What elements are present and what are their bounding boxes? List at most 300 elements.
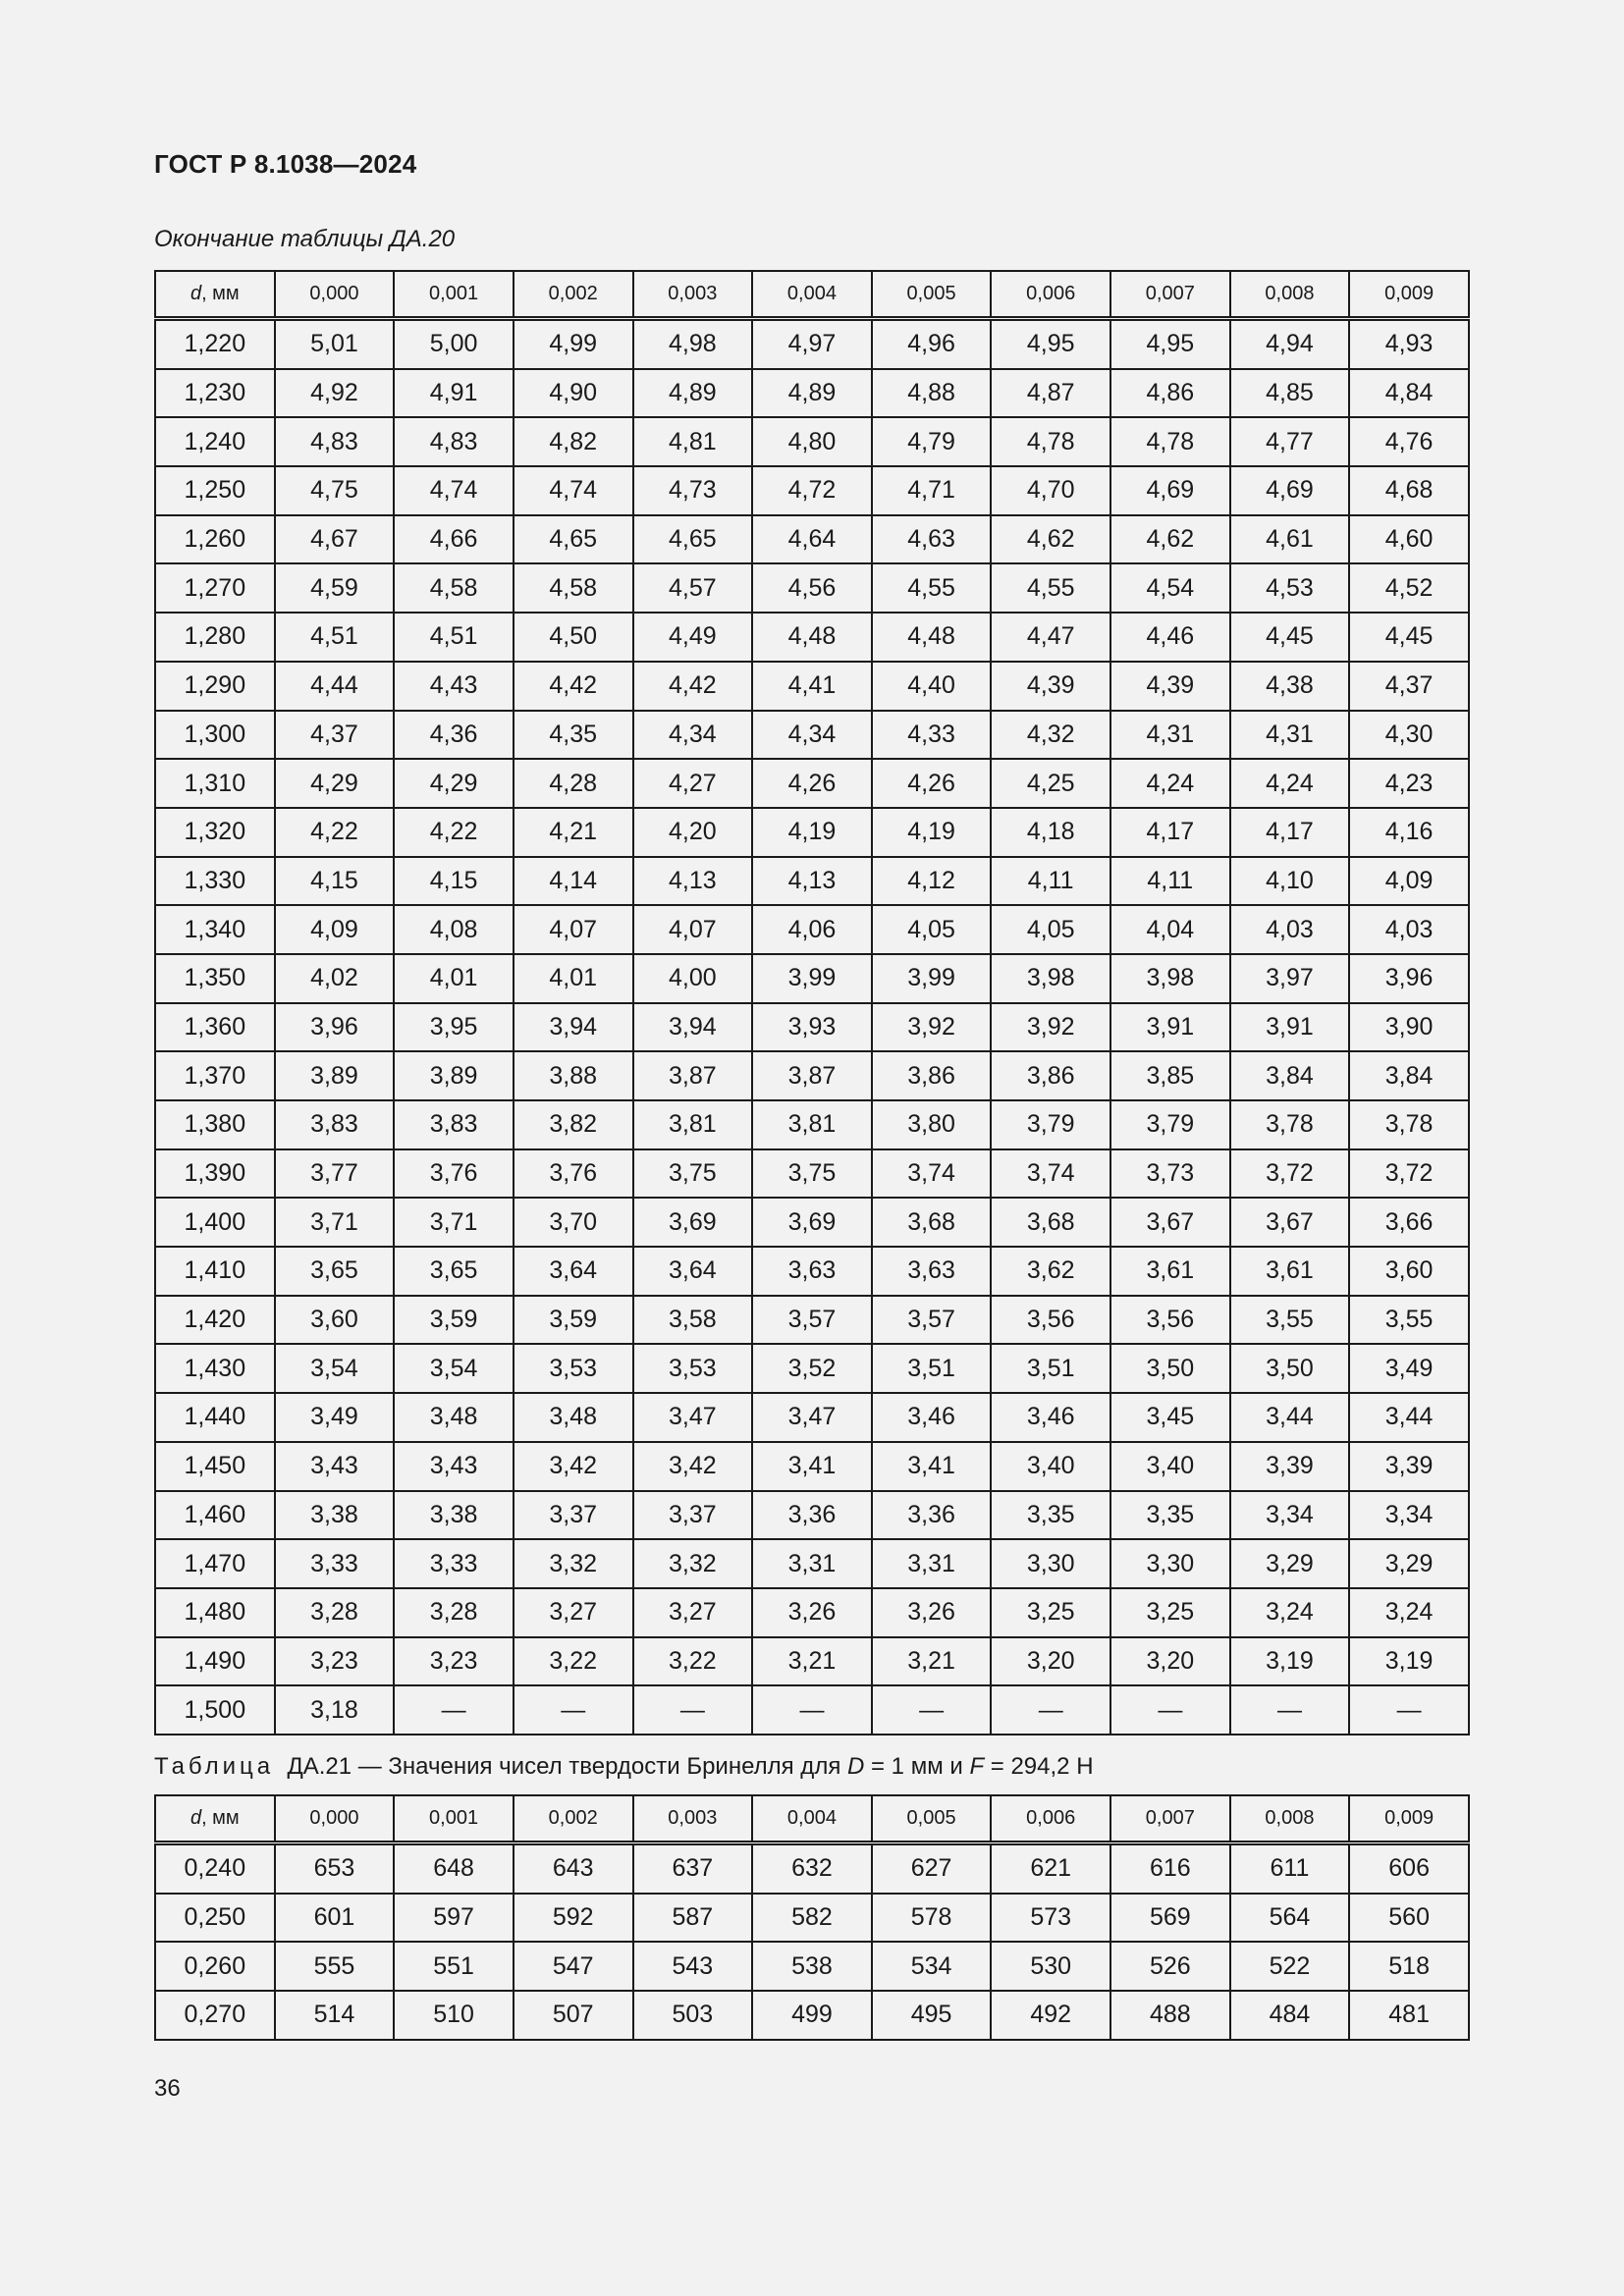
- table-cell: 4,62: [991, 515, 1110, 564]
- table-cell: 3,31: [752, 1539, 872, 1588]
- table-cell: 3,49: [275, 1393, 395, 1442]
- column-header: 0,006: [991, 1795, 1110, 1843]
- table-cell: —: [514, 1685, 633, 1735]
- table-row: [155, 1198, 1469, 1247]
- table-cell: 551: [394, 1942, 514, 1991]
- table-cell: 3,51: [872, 1344, 992, 1393]
- table-cell: 534: [872, 1942, 992, 1991]
- table-row: [155, 1843, 1469, 1894]
- table-cell: —: [752, 1685, 872, 1735]
- table-cell: 4,85: [1230, 369, 1350, 418]
- table-cell: 4,78: [991, 417, 1110, 466]
- table-cell: 3,61: [1230, 1247, 1350, 1296]
- table-cell: 4,41: [752, 662, 872, 711]
- table-cell: 4,21: [514, 808, 633, 857]
- row-header-d: 1,370: [155, 1051, 275, 1100]
- table-cell: 3,75: [752, 1149, 872, 1199]
- document-id: ГОСТ Р 8.1038—2024: [154, 149, 417, 179]
- table-cell: 547: [514, 1942, 633, 1991]
- table-cell: 510: [394, 1991, 514, 2040]
- row-header-d: 0,240: [155, 1843, 275, 1894]
- table-cell: 3,27: [633, 1588, 753, 1637]
- table-cell: 3,83: [275, 1100, 395, 1149]
- table-cell: 4,77: [1230, 417, 1350, 466]
- table-cell: 4,74: [514, 466, 633, 515]
- column-header-variable: d: [189, 283, 202, 304]
- table-cell: 4,09: [1349, 857, 1469, 906]
- table-cell: 3,57: [872, 1296, 992, 1345]
- table-cell: 3,48: [514, 1393, 633, 1442]
- table-cell: 3,56: [1110, 1296, 1230, 1345]
- table-cell: 587: [633, 1894, 753, 1943]
- table-cell: 3,57: [752, 1296, 872, 1345]
- table-cell: 4,58: [514, 563, 633, 613]
- column-header: 0,001: [394, 1795, 514, 1843]
- table-row: [155, 905, 1469, 954]
- var-d: D: [846, 1753, 865, 1780]
- table-cell: 4,78: [1110, 417, 1230, 466]
- table-cell: 3,41: [872, 1442, 992, 1491]
- table-row: [155, 1003, 1469, 1052]
- table-cell: 606: [1349, 1843, 1469, 1894]
- table-cell: 3,55: [1230, 1296, 1350, 1345]
- table-cell: 4,37: [1349, 662, 1469, 711]
- table-cell: 4,45: [1230, 613, 1350, 662]
- table-cell: 4,37: [275, 711, 395, 760]
- table-cell: 3,68: [991, 1198, 1110, 1247]
- table-cell: 4,50: [514, 613, 633, 662]
- table-cell: 4,13: [633, 857, 753, 906]
- table-cell: 4,34: [633, 711, 753, 760]
- table-cell: 4,11: [1110, 857, 1230, 906]
- table-cell: 3,45: [1110, 1393, 1230, 1442]
- table-cell: 611: [1230, 1843, 1350, 1894]
- column-header: 0,008: [1230, 271, 1350, 319]
- column-header: 0,004: [752, 1795, 872, 1843]
- table-cell: 4,46: [1110, 613, 1230, 662]
- table-cell: 4,12: [872, 857, 992, 906]
- column-header: 0,001: [394, 271, 514, 319]
- table-body: [155, 1843, 1469, 2040]
- table-cell: 538: [752, 1942, 872, 1991]
- row-header-d: 1,330: [155, 857, 275, 906]
- table-cell: 3,35: [991, 1491, 1110, 1540]
- table-cell: 3,88: [514, 1051, 633, 1100]
- table-cell: 3,96: [1349, 954, 1469, 1003]
- table-cell: 4,94: [1230, 319, 1350, 369]
- row-header-d: 1,270: [155, 563, 275, 613]
- table-cell: 4,20: [633, 808, 753, 857]
- table-cell: 503: [633, 1991, 753, 2040]
- table-cell: 4,03: [1230, 905, 1350, 954]
- table-cell: 3,30: [1110, 1539, 1230, 1588]
- table-cell: 4,11: [991, 857, 1110, 906]
- table-row: [155, 711, 1469, 760]
- table-cell: 3,79: [1110, 1100, 1230, 1149]
- table-cell: 632: [752, 1843, 872, 1894]
- table-cell: 3,54: [275, 1344, 395, 1393]
- table-cell: 488: [1110, 1991, 1230, 2040]
- table-row: [155, 563, 1469, 613]
- table-cell: 4,73: [633, 466, 753, 515]
- table-cell: 3,78: [1349, 1100, 1469, 1149]
- table-cell: 3,92: [991, 1003, 1110, 1052]
- table-cell: 560: [1349, 1894, 1469, 1943]
- table-cell: 4,52: [1349, 563, 1469, 613]
- table-row: [155, 1296, 1469, 1345]
- table-cell: 3,99: [872, 954, 992, 1003]
- table-cell: 4,51: [275, 613, 395, 662]
- table-cell: 4,57: [633, 563, 753, 613]
- table-cell: 3,80: [872, 1100, 992, 1149]
- column-header: 0,004: [752, 271, 872, 319]
- table-cell: 4,36: [394, 711, 514, 760]
- table-cell: 3,63: [872, 1247, 992, 1296]
- table-cell: 3,71: [275, 1198, 395, 1247]
- table-row: [155, 1991, 1469, 2040]
- column-header: 0,009: [1349, 271, 1469, 319]
- table-cell: 3,39: [1230, 1442, 1350, 1491]
- row-header-d: 1,490: [155, 1637, 275, 1686]
- table-row: [155, 857, 1469, 906]
- hardness-table-da21: [154, 1794, 1470, 2041]
- table-cell: 3,37: [514, 1491, 633, 1540]
- row-header-d: 1,320: [155, 808, 275, 857]
- column-header: 0,003: [633, 1795, 753, 1843]
- table-cell: 4,26: [872, 759, 992, 808]
- row-header-d: 1,410: [155, 1247, 275, 1296]
- table-cell: 4,56: [752, 563, 872, 613]
- table-cell: 4,19: [752, 808, 872, 857]
- table-cell: 4,66: [394, 515, 514, 564]
- table-cell: 4,17: [1110, 808, 1230, 857]
- table-cell: 3,50: [1110, 1344, 1230, 1393]
- table-cell: 4,81: [633, 417, 753, 466]
- table-cell: 3,39: [1349, 1442, 1469, 1491]
- table-cell: 495: [872, 1991, 992, 2040]
- table-row: [155, 1637, 1469, 1686]
- table-cell: 4,51: [394, 613, 514, 662]
- table-cell: 637: [633, 1843, 753, 1894]
- table-cell: 3,23: [394, 1637, 514, 1686]
- table-cell: 3,55: [1349, 1296, 1469, 1345]
- table-cell: 578: [872, 1894, 992, 1943]
- table-cell: 3,40: [1110, 1442, 1230, 1491]
- table-cell: 3,42: [633, 1442, 753, 1491]
- table-cell: 518: [1349, 1942, 1469, 1991]
- table-cell: 3,47: [633, 1393, 753, 1442]
- table-cell: 4,60: [1349, 515, 1469, 564]
- table-cell: 3,53: [514, 1344, 633, 1393]
- table-cell: 3,74: [872, 1149, 992, 1199]
- table-cell: 4,00: [633, 954, 753, 1003]
- table-body: [155, 319, 1469, 1735]
- table-cell: 3,81: [633, 1100, 753, 1149]
- table-cell: 4,16: [1349, 808, 1469, 857]
- table-cell: 4,54: [1110, 563, 1230, 613]
- table-cell: 3,78: [1230, 1100, 1350, 1149]
- column-header: 0,000: [275, 1795, 395, 1843]
- table-cell: 3,33: [394, 1539, 514, 1588]
- row-header-d: 1,340: [155, 905, 275, 954]
- table-cell: 4,71: [872, 466, 992, 515]
- var-f: F: [969, 1753, 985, 1780]
- table-cell: 3,54: [394, 1344, 514, 1393]
- table-cell: 3,22: [514, 1637, 633, 1686]
- table-row: [155, 1393, 1469, 1442]
- row-header-d: 1,250: [155, 466, 275, 515]
- table-cell: 514: [275, 1991, 395, 2040]
- table-cell: 4,83: [394, 417, 514, 466]
- table-cell: 4,91: [394, 369, 514, 418]
- table-continuation-caption: Окончание таблицы ДА.20: [154, 226, 456, 252]
- table-cell: 4,48: [752, 613, 872, 662]
- table-cell: 653: [275, 1843, 395, 1894]
- column-header: 0,009: [1349, 1795, 1469, 1843]
- table-cell: 4,30: [1349, 711, 1469, 760]
- table-cell: 3,50: [1230, 1344, 1350, 1393]
- table-row: [155, 417, 1469, 466]
- table-cell: 3,82: [514, 1100, 633, 1149]
- table-cell: 4,17: [1230, 808, 1350, 857]
- table-cell: 530: [991, 1942, 1110, 1991]
- row-header-d: 1,470: [155, 1539, 275, 1588]
- table-cell: 3,63: [752, 1247, 872, 1296]
- table-cell: 3,26: [872, 1588, 992, 1637]
- row-header-d: 1,440: [155, 1393, 275, 1442]
- column-header: 0,005: [872, 1795, 992, 1843]
- table-cell: 4,92: [275, 369, 395, 418]
- table-cell: 4,39: [991, 662, 1110, 711]
- table-row: [155, 1894, 1469, 1943]
- table-cell: 3,37: [633, 1491, 753, 1540]
- table-cell: 4,74: [394, 466, 514, 515]
- table-cell: 4,72: [752, 466, 872, 515]
- table-cell: 484: [1230, 1991, 1350, 2040]
- table-cell: 3,28: [275, 1588, 395, 1637]
- table-header: [155, 1795, 1469, 1843]
- table-cell: 4,24: [1110, 759, 1230, 808]
- table-title-mid: = 1 мм и: [864, 1753, 970, 1780]
- table-cell: 4,43: [394, 662, 514, 711]
- table-cell: 3,44: [1230, 1393, 1350, 1442]
- table-cell: 4,24: [1230, 759, 1350, 808]
- table-cell: 522: [1230, 1942, 1350, 1991]
- column-header: 0,007: [1110, 1795, 1230, 1843]
- row-header-d: 0,270: [155, 1991, 275, 2040]
- table-cell: 3,36: [872, 1491, 992, 1540]
- table-cell: 3,21: [752, 1637, 872, 1686]
- row-header-d: 1,380: [155, 1100, 275, 1149]
- table-cell: 3,32: [633, 1539, 753, 1588]
- table-cell: 4,18: [991, 808, 1110, 857]
- table-cell: 4,70: [991, 466, 1110, 515]
- table-cell: 3,65: [275, 1247, 395, 1296]
- table-header: [155, 271, 1469, 319]
- table-row: [155, 369, 1469, 418]
- row-header-d: 1,360: [155, 1003, 275, 1052]
- table-cell: 4,53: [1230, 563, 1350, 613]
- table-cell: 3,59: [514, 1296, 633, 1345]
- table-cell: 3,52: [752, 1344, 872, 1393]
- table-cell: 3,24: [1349, 1588, 1469, 1637]
- table-cell: 4,29: [275, 759, 395, 808]
- row-header-d: 1,310: [155, 759, 275, 808]
- table-cell: 4,31: [1230, 711, 1350, 760]
- table-cell: 3,20: [991, 1637, 1110, 1686]
- table-cell: 4,63: [872, 515, 992, 564]
- table-cell: 3,70: [514, 1198, 633, 1247]
- table-cell: 4,19: [872, 808, 992, 857]
- table-cell: 582: [752, 1894, 872, 1943]
- table-cell: 4,67: [275, 515, 395, 564]
- column-header: 0,002: [514, 271, 633, 319]
- table-cell: 4,31: [1110, 711, 1230, 760]
- table-cell: 3,31: [872, 1539, 992, 1588]
- table-cell: 4,22: [394, 808, 514, 857]
- table-cell: 569: [1110, 1894, 1230, 1943]
- row-header-d: 0,260: [155, 1942, 275, 1991]
- table-cell: 3,81: [752, 1100, 872, 1149]
- page-number: 36: [154, 2075, 181, 2102]
- table-cell: 3,19: [1230, 1637, 1350, 1686]
- table-cell: 3,69: [633, 1198, 753, 1247]
- table-cell: 3,76: [394, 1149, 514, 1199]
- table-cell: 616: [1110, 1843, 1230, 1894]
- table-row: [155, 662, 1469, 711]
- row-header-d: 0,250: [155, 1894, 275, 1943]
- table-cell: 3,94: [514, 1003, 633, 1052]
- header-row: [155, 1795, 1469, 1843]
- table-cell: 3,66: [1349, 1198, 1469, 1247]
- table-cell: 3,61: [1110, 1247, 1230, 1296]
- table-cell: 4,84: [1349, 369, 1469, 418]
- table-cell: 481: [1349, 1991, 1469, 2040]
- table-cell: 3,46: [872, 1393, 992, 1442]
- table-cell: 4,01: [394, 954, 514, 1003]
- table-cell: —: [394, 1685, 514, 1735]
- table-cell: 3,71: [394, 1198, 514, 1247]
- table-row: [155, 466, 1469, 515]
- table-cell: 3,84: [1349, 1051, 1469, 1100]
- table-cell: 4,05: [872, 905, 992, 954]
- table-cell: 3,53: [633, 1344, 753, 1393]
- table-row: [155, 954, 1469, 1003]
- table-cell: 3,64: [514, 1247, 633, 1296]
- table-title: [154, 1753, 1094, 1781]
- table-cell: —: [1110, 1685, 1230, 1735]
- table-cell: 573: [991, 1894, 1110, 1943]
- table-cell: 4,14: [514, 857, 633, 906]
- table-cell: 3,36: [752, 1491, 872, 1540]
- column-header-unit: , мм: [201, 1807, 240, 1829]
- table-cell: 4,22: [275, 808, 395, 857]
- table-cell: 3,34: [1349, 1491, 1469, 1540]
- table-cell: 526: [1110, 1942, 1230, 1991]
- row-header-d: 1,450: [155, 1442, 275, 1491]
- table-cell: 4,07: [633, 905, 753, 954]
- table-cell: 3,75: [633, 1149, 753, 1199]
- table-cell: 3,73: [1110, 1149, 1230, 1199]
- table-label: Таблица: [154, 1753, 275, 1780]
- table-cell: 3,58: [633, 1296, 753, 1345]
- table-cell: 4,34: [752, 711, 872, 760]
- table-cell: 3,91: [1230, 1003, 1350, 1052]
- table-row: [155, 515, 1469, 564]
- table-cell: 4,33: [872, 711, 992, 760]
- table-cell: 4,64: [752, 515, 872, 564]
- table-cell: 597: [394, 1894, 514, 1943]
- table-cell: 492: [991, 1991, 1110, 2040]
- table-cell: 643: [514, 1843, 633, 1894]
- table-cell: 3,92: [872, 1003, 992, 1052]
- table-cell: 507: [514, 1991, 633, 2040]
- table-cell: 3,43: [394, 1442, 514, 1491]
- table-cell: 4,15: [275, 857, 395, 906]
- table-cell: 5,00: [394, 319, 514, 369]
- row-header-d: 1,290: [155, 662, 275, 711]
- table-cell: 3,65: [394, 1247, 514, 1296]
- table-cell: 3,67: [1230, 1198, 1350, 1247]
- table-cell: 3,29: [1230, 1539, 1350, 1588]
- table-cell: 3,99: [752, 954, 872, 1003]
- table-cell: 4,95: [991, 319, 1110, 369]
- row-header-d: 1,480: [155, 1588, 275, 1637]
- column-header-variable: d: [189, 1807, 202, 1829]
- table-cell: 3,33: [275, 1539, 395, 1588]
- row-header-d: 1,400: [155, 1198, 275, 1247]
- table-cell: 4,06: [752, 905, 872, 954]
- table-cell: 3,83: [394, 1100, 514, 1149]
- table-cell: 3,74: [991, 1149, 1110, 1199]
- table-row: [155, 319, 1469, 369]
- table-title-end: = 294,2 Н: [984, 1753, 1094, 1780]
- table-cell: 3,49: [1349, 1344, 1469, 1393]
- table-cell: 3,22: [633, 1637, 753, 1686]
- table-cell: 3,42: [514, 1442, 633, 1491]
- table-cell: 4,59: [275, 563, 395, 613]
- table-cell: 4,89: [633, 369, 753, 418]
- table-cell: 3,32: [514, 1539, 633, 1588]
- column-header: 0,006: [991, 271, 1110, 319]
- table-cell: 3,93: [752, 1003, 872, 1052]
- table-row: [155, 1491, 1469, 1540]
- table-cell: 3,77: [275, 1149, 395, 1199]
- table-cell: 5,01: [275, 319, 395, 369]
- table-cell: 4,88: [872, 369, 992, 418]
- row-header-d: 1,300: [155, 711, 275, 760]
- table-cell: 4,48: [872, 613, 992, 662]
- table-cell: 3,35: [1110, 1491, 1230, 1540]
- table-cell: 3,97: [1230, 954, 1350, 1003]
- table-cell: 4,93: [1349, 319, 1469, 369]
- table-cell: 4,98: [633, 319, 753, 369]
- table-cell: 648: [394, 1843, 514, 1894]
- table-cell: 4,61: [1230, 515, 1350, 564]
- table-cell: 4,86: [1110, 369, 1230, 418]
- table-cell: 4,65: [514, 515, 633, 564]
- table-cell: 3,23: [275, 1637, 395, 1686]
- table-cell: 4,03: [1349, 905, 1469, 954]
- table-cell: 3,86: [991, 1051, 1110, 1100]
- table-cell: 4,35: [514, 711, 633, 760]
- table-cell: 3,19: [1349, 1637, 1469, 1686]
- table-cell: 4,68: [1349, 466, 1469, 515]
- table-cell: 4,40: [872, 662, 992, 711]
- table-cell: 4,27: [633, 759, 753, 808]
- table-cell: 3,98: [1110, 954, 1230, 1003]
- header-row: [155, 271, 1469, 319]
